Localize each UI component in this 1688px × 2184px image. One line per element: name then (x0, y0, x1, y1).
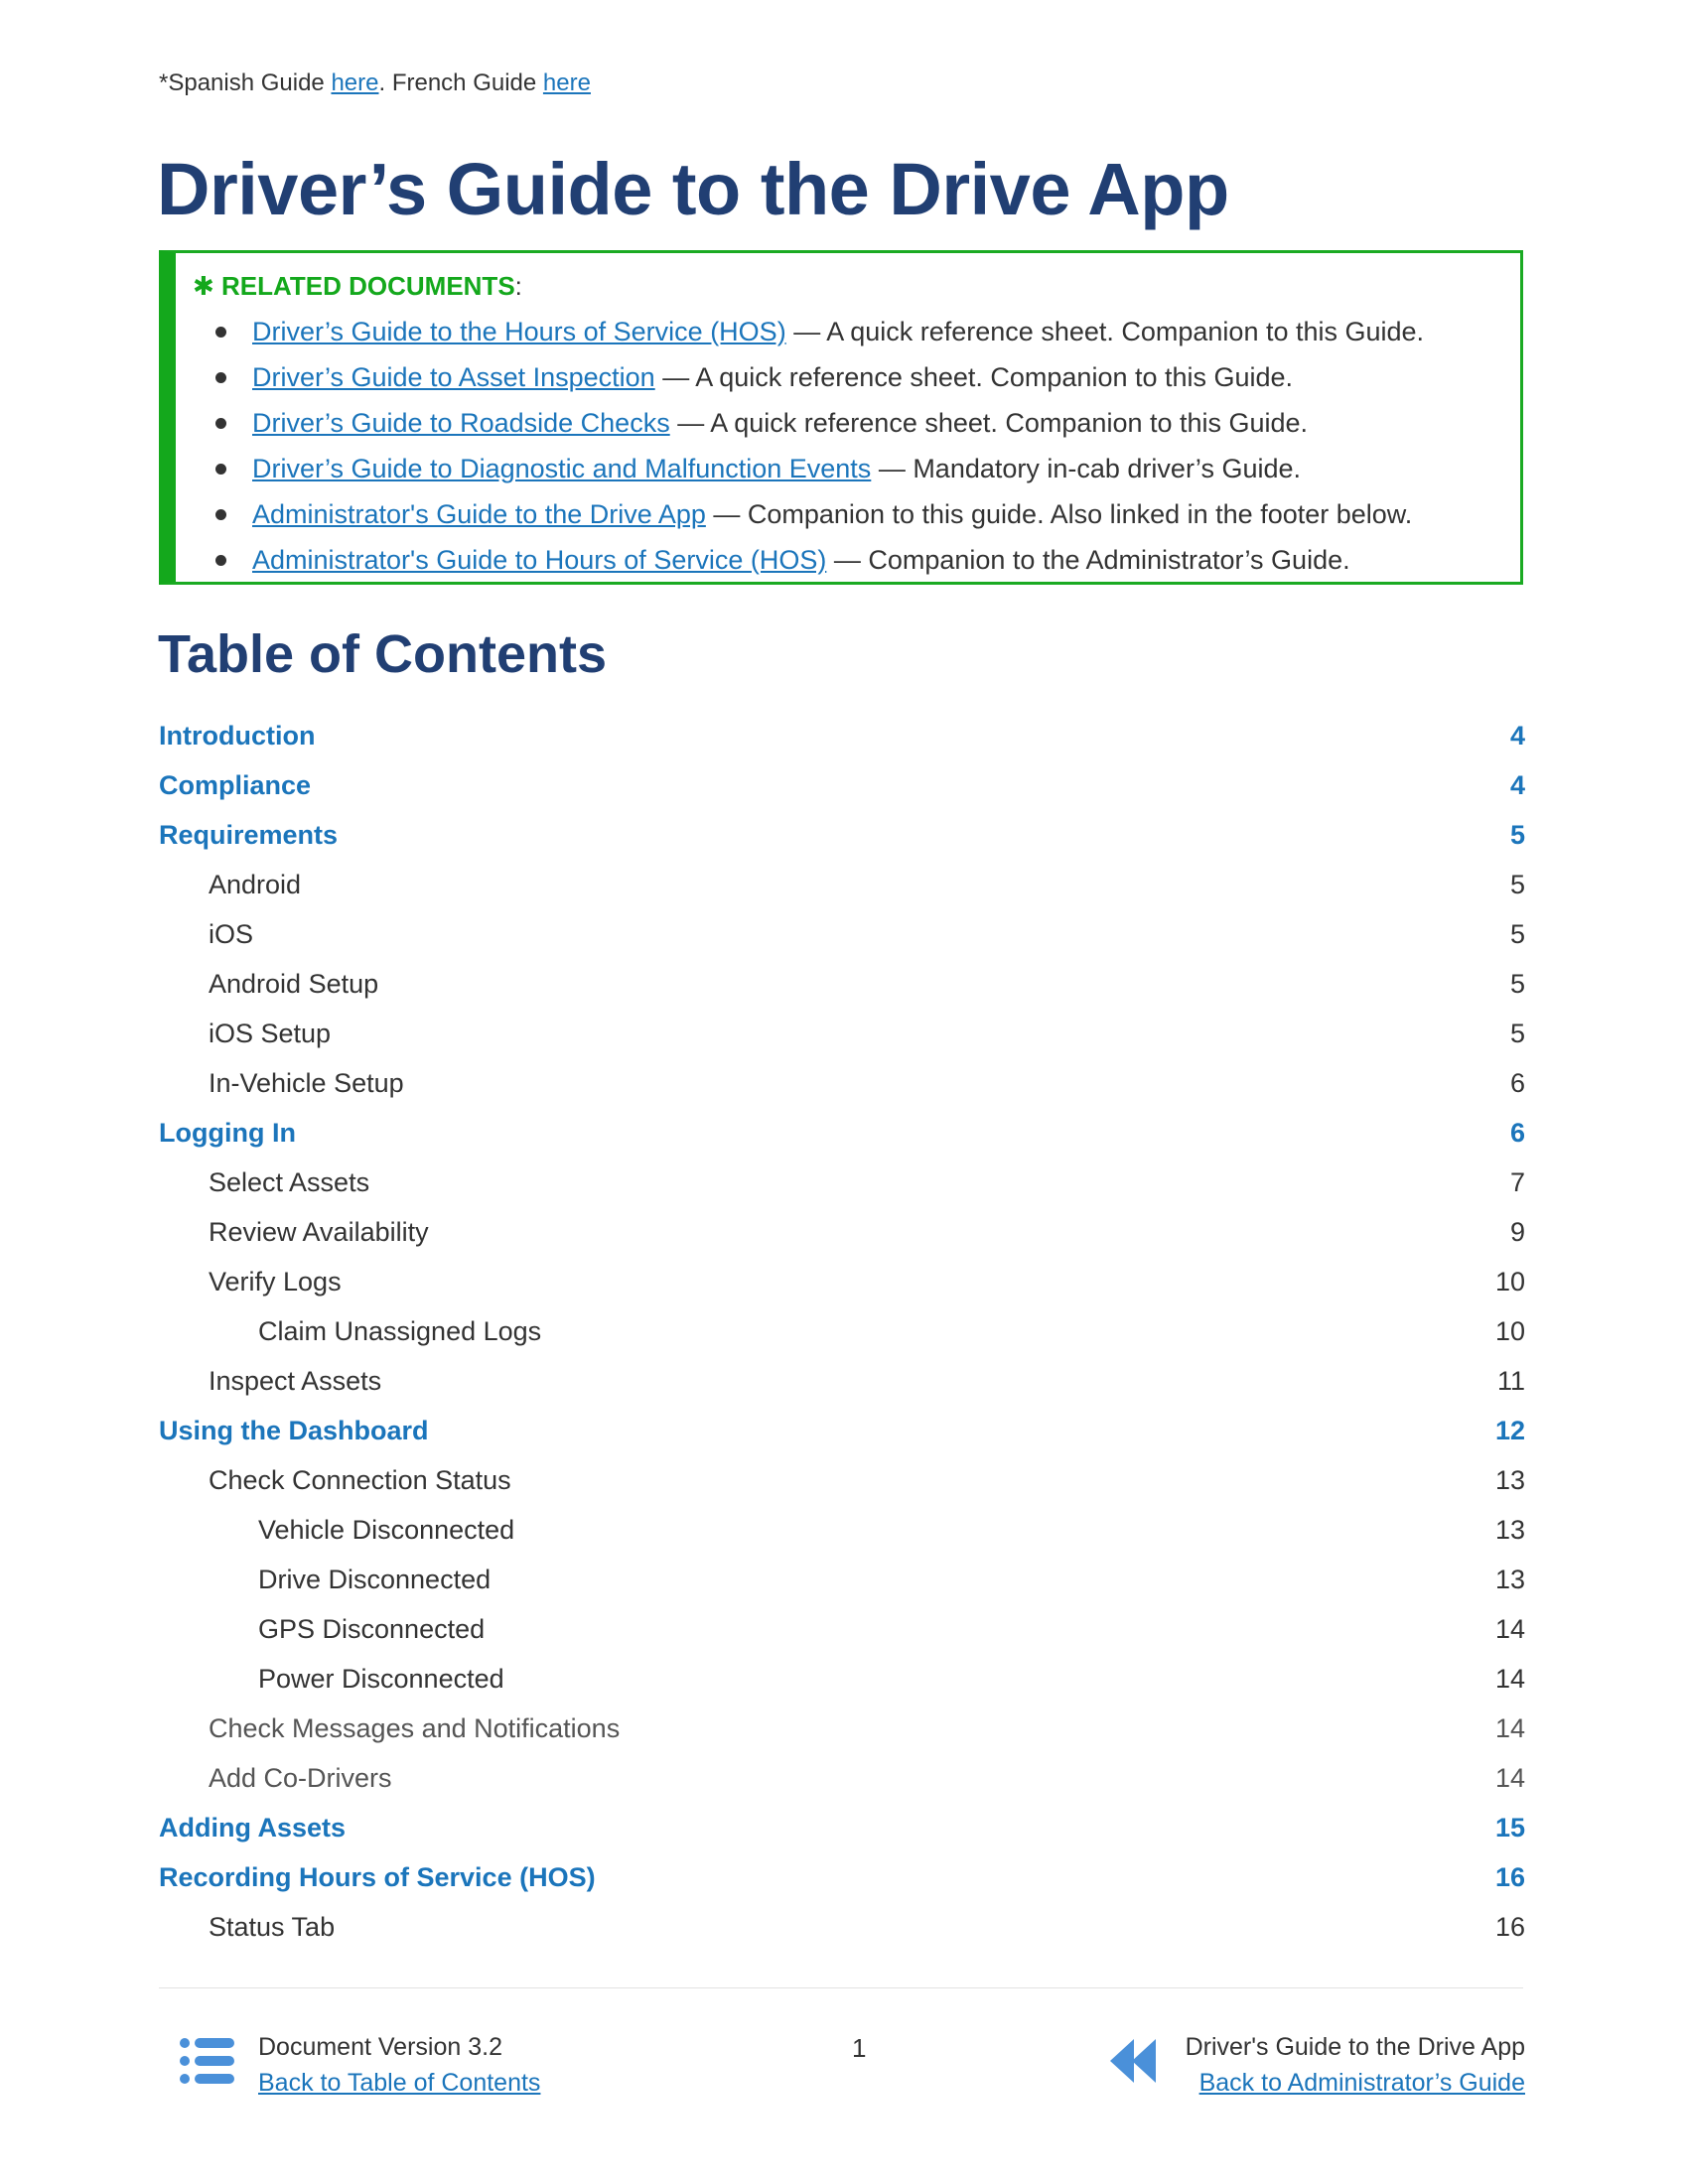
toc-entry-logging-in[interactable] (159, 1108, 1525, 1158)
list-icon[interactable] (179, 2035, 236, 2087)
spanish-guide-link[interactable]: here (331, 69, 379, 96)
related-document-item (193, 400, 1520, 446)
toc-entry-label: Android Setup (209, 969, 379, 999)
toc-entry-page: 15 (1494, 1813, 1525, 1843)
toc-entry-verify-logs[interactable] (159, 1257, 1525, 1306)
related-document-link[interactable]: Driver’s Guide to Roadside Checks (252, 408, 670, 438)
toc-entry-page: 16 (1494, 1912, 1525, 1942)
toc-entry-label: Status Tab (209, 1912, 336, 1942)
toc-entry-compliance[interactable] (159, 760, 1525, 810)
back-to-toc-link[interactable]: Back to Table of Contents (258, 2069, 541, 2097)
bullet-icon (215, 418, 226, 429)
toc-entry-add-co-drivers[interactable] (159, 1753, 1525, 1803)
toc-entry-page: 5 (1509, 1019, 1525, 1048)
toc-entry-label: Adding Assets (159, 1813, 347, 1843)
toc-entry-page: 11 (1496, 1366, 1525, 1396)
toc-entry-status-tab[interactable] (159, 1902, 1525, 1952)
bullet-icon (215, 555, 226, 566)
toc-entry-label: Power Disconnected (258, 1664, 504, 1694)
toc-entry-requirements[interactable] (159, 810, 1525, 860)
toc-entry-page: 5 (1509, 919, 1525, 949)
toc-entry-adding-assets[interactable] (159, 1803, 1525, 1852)
toc-entry-select-assets[interactable] (159, 1158, 1525, 1207)
toc-entry-label: Inspect Assets (209, 1366, 382, 1396)
toc-entry-page: 7 (1509, 1167, 1525, 1197)
related-document-link[interactable]: Driver’s Guide to the Hours of Service (HOS) (252, 317, 786, 346)
related-documents-box (159, 250, 1523, 585)
toc-entry-label: Android (209, 870, 302, 899)
footer-right-text (1186, 2029, 1525, 2101)
related-document-item (193, 354, 1520, 400)
toc-entry-label: iOS (209, 919, 254, 949)
toc-entry-drive-disconnected[interactable] (159, 1555, 1525, 1604)
toc-entry-page: 14 (1494, 1664, 1525, 1694)
toc-entry-page: 9 (1509, 1217, 1525, 1247)
asterisk-icon: ✱ (193, 271, 214, 301)
toc-entry-page: 4 (1509, 770, 1525, 800)
double-chevron-left-icon[interactable] (1108, 2035, 1160, 2087)
toc-entry-page: 5 (1509, 870, 1525, 899)
back-to-admin-guide-link[interactable]: Back to Administrator’s Guide (1198, 2069, 1525, 2097)
footer-doc-title: Driver's Guide to the Drive App (1185, 2033, 1525, 2061)
toc-entry-label: Check Messages and Notifications (209, 1713, 621, 1743)
toc-entry-label: Introduction (159, 721, 316, 751)
language-note (159, 69, 591, 97)
toc-entry-label: iOS Setup (209, 1019, 332, 1048)
toc-entry-using-the-dashboard[interactable] (159, 1406, 1525, 1455)
toc-entry-ios[interactable] (159, 909, 1525, 959)
related-documents-list (193, 309, 1520, 583)
toc-entry-inspect-assets[interactable] (159, 1356, 1525, 1406)
bullet-icon (215, 372, 226, 383)
related-document-link[interactable]: Driver’s Guide to Diagnostic and Malfunction Events (252, 454, 872, 483)
toc-entry-power-disconnected[interactable] (159, 1654, 1525, 1704)
page-title: Driver’s Guide to the Drive App (157, 148, 1229, 230)
footer-left (179, 2029, 540, 2101)
french-guide-link[interactable]: here (542, 69, 591, 96)
toc-entry-label: Claim Unassigned Logs (258, 1316, 542, 1346)
toc-entry-page: 14 (1494, 1614, 1525, 1644)
toc-entry-in-vehicle-setup[interactable] (159, 1058, 1525, 1108)
related-document-description: — A quick reference sheet. Companion to this Guide. (654, 362, 1294, 392)
toc-entry-label: Add Co-Drivers (209, 1763, 392, 1793)
table-of-contents (159, 711, 1525, 1952)
toc-entry-page: 10 (1494, 1267, 1525, 1297)
toc-entry-review-availability[interactable] (159, 1207, 1525, 1257)
toc-entry-page: 16 (1494, 1862, 1525, 1892)
toc-entry-label: Drive Disconnected (258, 1565, 492, 1594)
bullet-icon (215, 509, 226, 520)
toc-entry-label: Compliance (159, 770, 312, 800)
page-number: 1 (852, 2033, 867, 2063)
related-document-item (193, 491, 1520, 537)
toc-entry-android-setup[interactable] (159, 959, 1525, 1009)
toc-entry-vehicle-disconnected[interactable] (159, 1505, 1525, 1555)
related-document-link[interactable]: Administrator's Guide to Hours of Service (HOS) (252, 545, 827, 575)
related-document-link[interactable]: Administrator's Guide to the Drive App (252, 499, 706, 529)
toc-entry-gps-disconnected[interactable] (159, 1604, 1525, 1654)
toc-entry-label: Vehicle Disconnected (258, 1515, 515, 1545)
toc-entry-label: Logging In (159, 1118, 296, 1148)
toc-entry-label: Verify Logs (209, 1267, 342, 1297)
toc-entry-page: 13 (1494, 1465, 1525, 1495)
toc-entry-check-connection-status[interactable] (159, 1455, 1525, 1505)
related-document-description: — Mandatory in-cab driver’s Guide. (871, 454, 1301, 483)
related-documents-label: RELATED DOCUMENTS (221, 271, 515, 301)
document-version: Document Version 3.2 (258, 2033, 502, 2061)
related-document-item (193, 309, 1520, 354)
footer-divider (159, 1987, 1523, 1988)
related-documents-heading (193, 267, 1520, 305)
language-note-prefix: *Spanish Guide (159, 69, 332, 96)
toc-entry-claim-unassigned-logs[interactable] (159, 1306, 1525, 1356)
related-documents-colon: : (514, 271, 522, 301)
toc-entry-label: Recording Hours of Service (HOS) (159, 1862, 596, 1892)
toc-entry-android[interactable] (159, 860, 1525, 909)
toc-entry-label: Select Assets (209, 1167, 370, 1197)
toc-entry-label: Using the Dashboard (159, 1416, 429, 1445)
related-document-description: — A quick reference sheet. Companion to this Guide. (669, 408, 1309, 438)
toc-entry-page: 13 (1494, 1515, 1525, 1545)
toc-entry-page: 5 (1509, 820, 1525, 850)
toc-entry-label: Review Availability (209, 1217, 429, 1247)
toc-entry-page: 4 (1509, 721, 1525, 751)
toc-heading: Table of Contents (158, 624, 607, 684)
toc-entry-page: 13 (1494, 1565, 1525, 1594)
toc-entry-page: 12 (1494, 1416, 1525, 1445)
toc-entry-page: 6 (1509, 1118, 1525, 1148)
related-document-item (193, 537, 1520, 583)
footer-left-text (258, 2029, 540, 2101)
related-document-item (193, 446, 1520, 491)
toc-entry-recording-hos[interactable] (159, 1852, 1525, 1902)
toc-entry-page: 10 (1494, 1316, 1525, 1346)
bullet-icon (215, 327, 226, 338)
toc-entry-label: Check Connection Status (209, 1465, 511, 1495)
toc-entry-check-messages[interactable] (159, 1704, 1525, 1753)
toc-entry-page: 14 (1494, 1713, 1525, 1743)
toc-entry-page: 5 (1509, 969, 1525, 999)
related-document-link[interactable]: Driver’s Guide to Asset Inspection (252, 362, 655, 392)
toc-entry-label: GPS Disconnected (258, 1614, 486, 1644)
toc-entry-label: Requirements (159, 820, 339, 850)
footer-right (1108, 2029, 1525, 2101)
related-document-description: — Companion to the Administrator’s Guide. (826, 545, 1350, 575)
toc-entry-page: 14 (1494, 1763, 1525, 1793)
language-note-middle: . French Guide (378, 69, 543, 96)
toc-entry-ios-setup[interactable] (159, 1009, 1525, 1058)
toc-entry-page: 6 (1509, 1068, 1525, 1098)
toc-entry-label: In-Vehicle Setup (209, 1068, 404, 1098)
bullet-icon (215, 464, 226, 475)
toc-entry-introduction[interactable] (159, 711, 1525, 760)
related-document-description: — A quick reference sheet. Companion to this Guide. (785, 317, 1425, 346)
related-document-description: — Companion to this guide. Also linked in the footer below. (705, 499, 1413, 529)
